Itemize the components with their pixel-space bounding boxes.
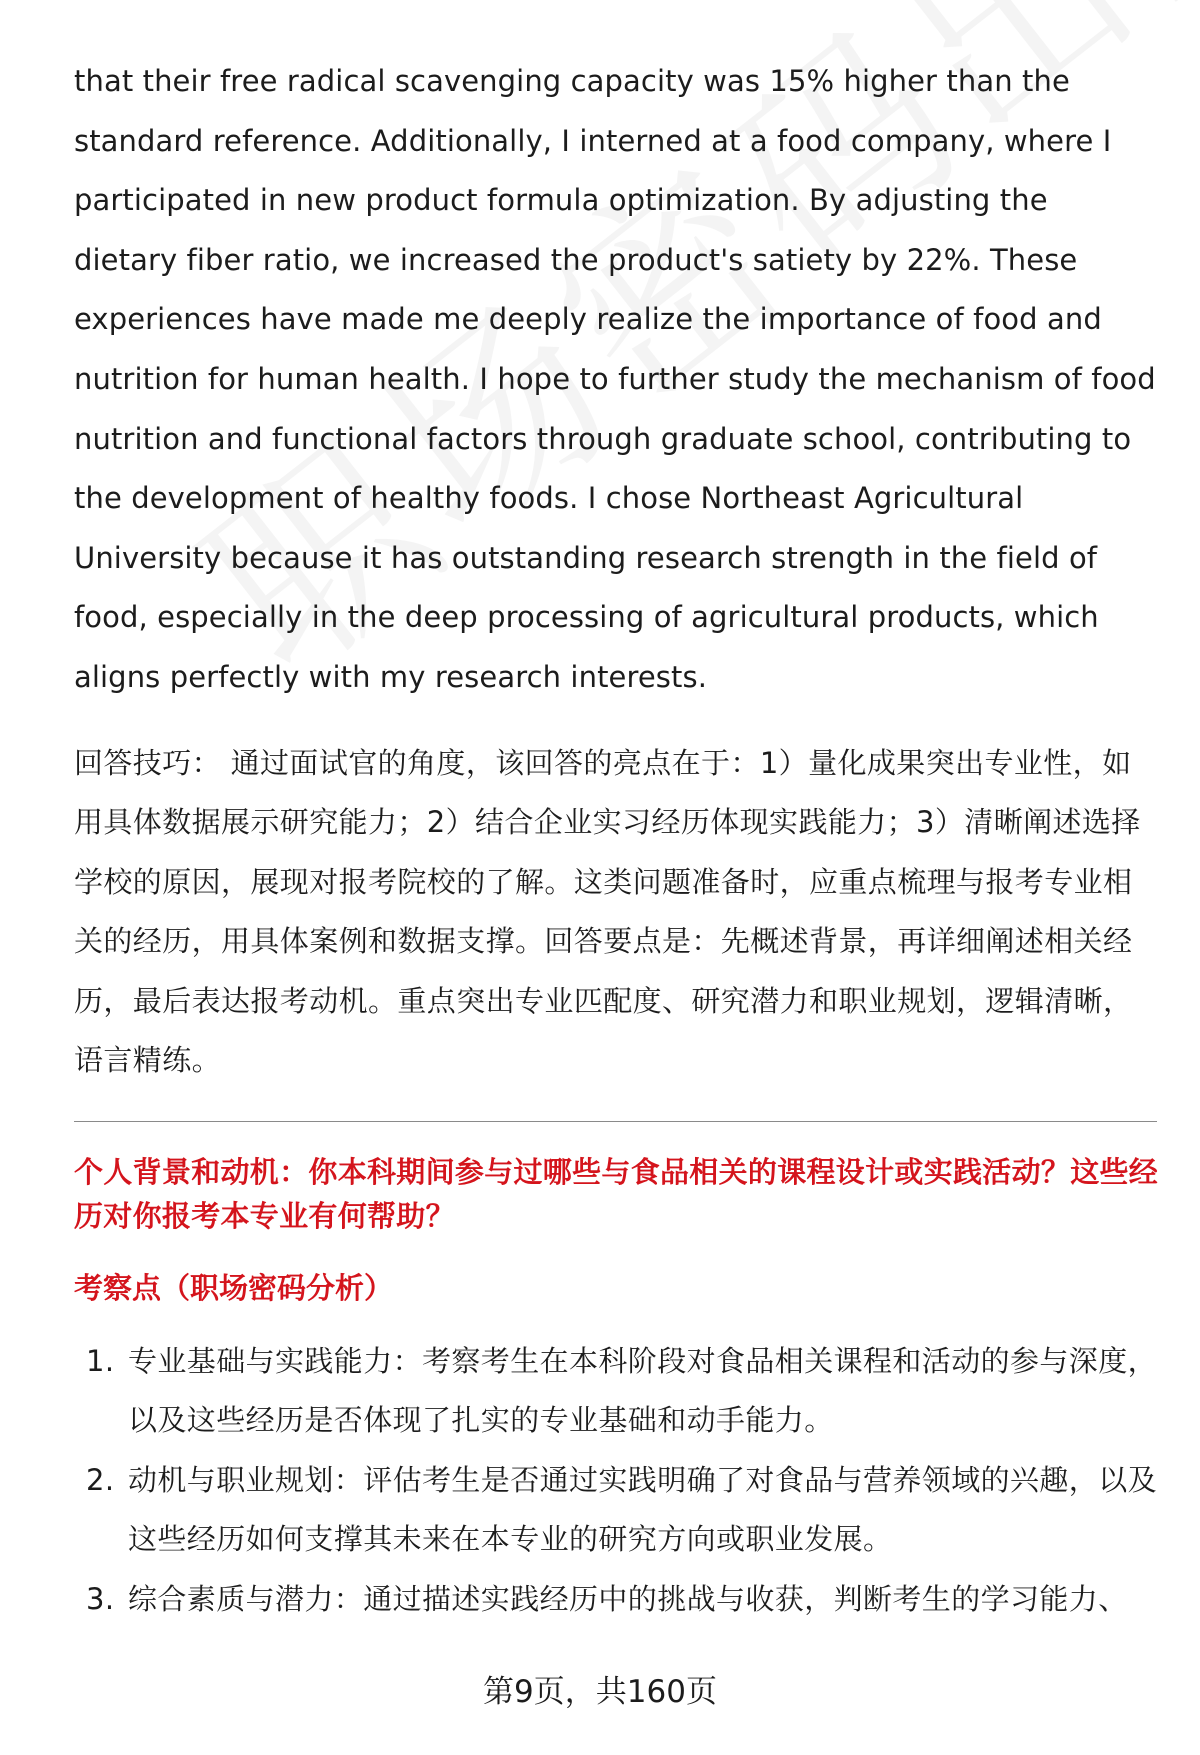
list-item-number: 3. — [86, 1581, 115, 1616]
list-item — [74, 1451, 1159, 1570]
page-content — [74, 52, 1159, 1629]
list-item-number: 1. — [86, 1343, 115, 1378]
assessment-points-list — [74, 1332, 1159, 1630]
list-item-text: 综合素质与潜力：通过描述实践经历中的挑战与收获，判断考生的学习能力、 — [128, 1581, 1128, 1616]
list-item-number: 2. — [86, 1462, 115, 1497]
page-footer: 第9页，共160页 — [483, 1674, 717, 1710]
answer-tips-paragraph: 回答技巧： 通过面试官的角度，该回答的亮点在于：1）量化成果突出专业性，如用具体数据展示研究能力；2）结合企业实习经历体现实践能力；3）清晰阐述选择学校的原因，展现对报考院校的了解。这类问题准备时，应重点梳理与报考专业相关的经历，用具体案例和数据支撑。回答要点是：先概述背景，再详细阐述相关经历，最后表达报考动机。重点突出专业匹配度、研究潜力和职业规划，逻辑清晰，语言精练。 — [74, 745, 1141, 1078]
list-item — [74, 1570, 1159, 1630]
section-divider — [74, 1121, 1157, 1122]
list-item-text: 专业基础与实践能力：考察考生在本科阶段对食品相关课程和活动的参与深度，以及这些经历是否体现了扎实的专业基础和动手能力。 — [128, 1343, 1158, 1438]
list-item-text: 动机与职业规划：评估考生是否通过实践明确了对食品与营养领域的兴趣，以及这些经历如何支撑其未来在本专业的研究方向或职业发展。 — [128, 1462, 1158, 1557]
section-title: 考察点（职场密码分析） — [74, 1270, 394, 1305]
question-title: 个人背景和动机：你本科期间参与过哪些与食品相关的课程设计或实践活动？这些经历对你报考本专业有何帮助？ — [74, 1154, 1159, 1233]
english-answer-paragraph: that their free radical scavenging capacity was 15% higher than the standard reference. Additionally, I interned at a food company, where I participated in new product formula optimization. By adjusting the dietary fiber ratio, we increased the product's satiety by 22%. These experiences have made me deeply realize the importance of food and nutrition for human health. I hope to further study the mechanism of food nutrition and functional factors through graduate school, contributing to the development of healthy foods. I chose Northeast Agricultural University because it has outstanding research strength in the field of food, especially in the deep processing of agricultural products, which aligns perfectly with my research interests. — [74, 64, 1156, 694]
list-item — [74, 1332, 1159, 1451]
